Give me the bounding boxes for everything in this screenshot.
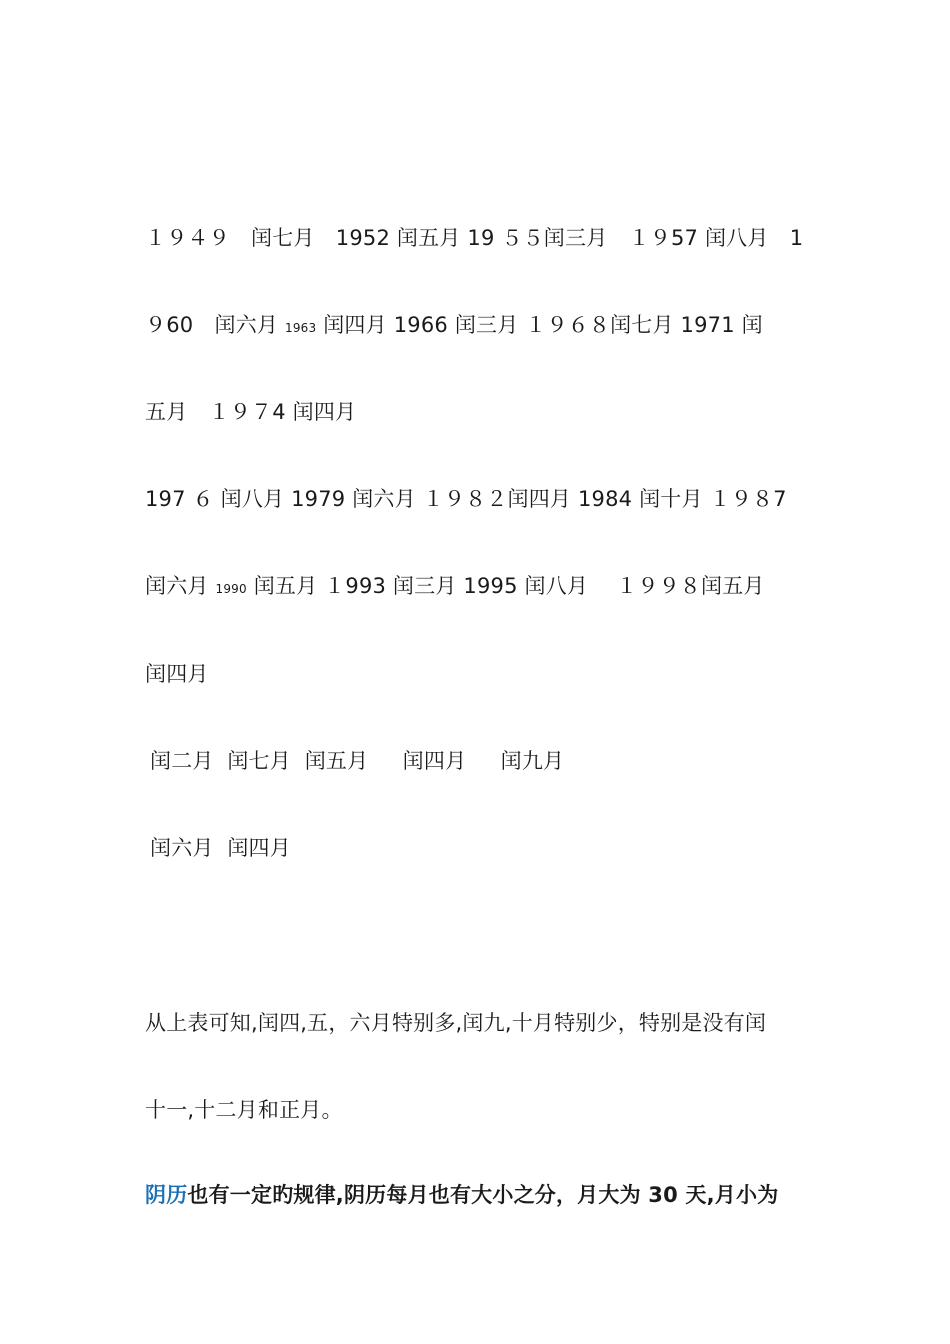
lunar-paragraph-text: 也有一定旳规律,阴历每月也有大小之分，月大为 30 天,月小为 [187, 1183, 779, 1207]
lunar-paragraph [145, 1180, 810, 1210]
leap-table-line-2-part-1: ９60 闰六月 [145, 313, 285, 337]
leap-table-line-3: 五月 １９７4 闰四月 [145, 400, 357, 424]
leap-table-line-5-part-2: 闰五月 １993 闰三月 1995 闰八月 １９９８闰五月 [246, 574, 765, 598]
leap-table-line-5-part-1: 闰六月 [145, 574, 216, 598]
summary-line-2: 十一,十二月和正月。 [145, 1098, 343, 1122]
leap-table-line-2-small-year: 1963 [285, 321, 317, 335]
lunar-calendar-link[interactable]: 阴历 [145, 1183, 188, 1207]
leap-table-line-6: 闰四月 [145, 662, 209, 686]
leap-table-line-5-small-year: 1990 [215, 582, 247, 596]
leap-table-line-4: 197 ６ 闰八月 1979 闰六月 １９８２闰四月 1984 闰十月 １９８7 [145, 487, 787, 511]
leap-table-line-2-part-2: 闰四月 1966 闰三月 １９６８闰七月 1971 闰 [316, 313, 763, 337]
summary-line-1: 从上表可知,闰四,五，六月特别多,闰九,十月特别少，特别是没有闰 [145, 1011, 767, 1035]
leap-table-line-7: 闰二月 闰七月 闰五月 闰四月 闰九月 [150, 749, 565, 773]
leap-table-line-1: １９４９ 闰七月 1952 闰五月 19 ５５闰三月 １９57 闰八月 1 [145, 226, 804, 250]
leap-table-line-8: 闰六月 闰四月 [150, 836, 291, 860]
leap-table-line-2 [145, 310, 810, 343]
leap-table-line-5 [145, 571, 810, 604]
